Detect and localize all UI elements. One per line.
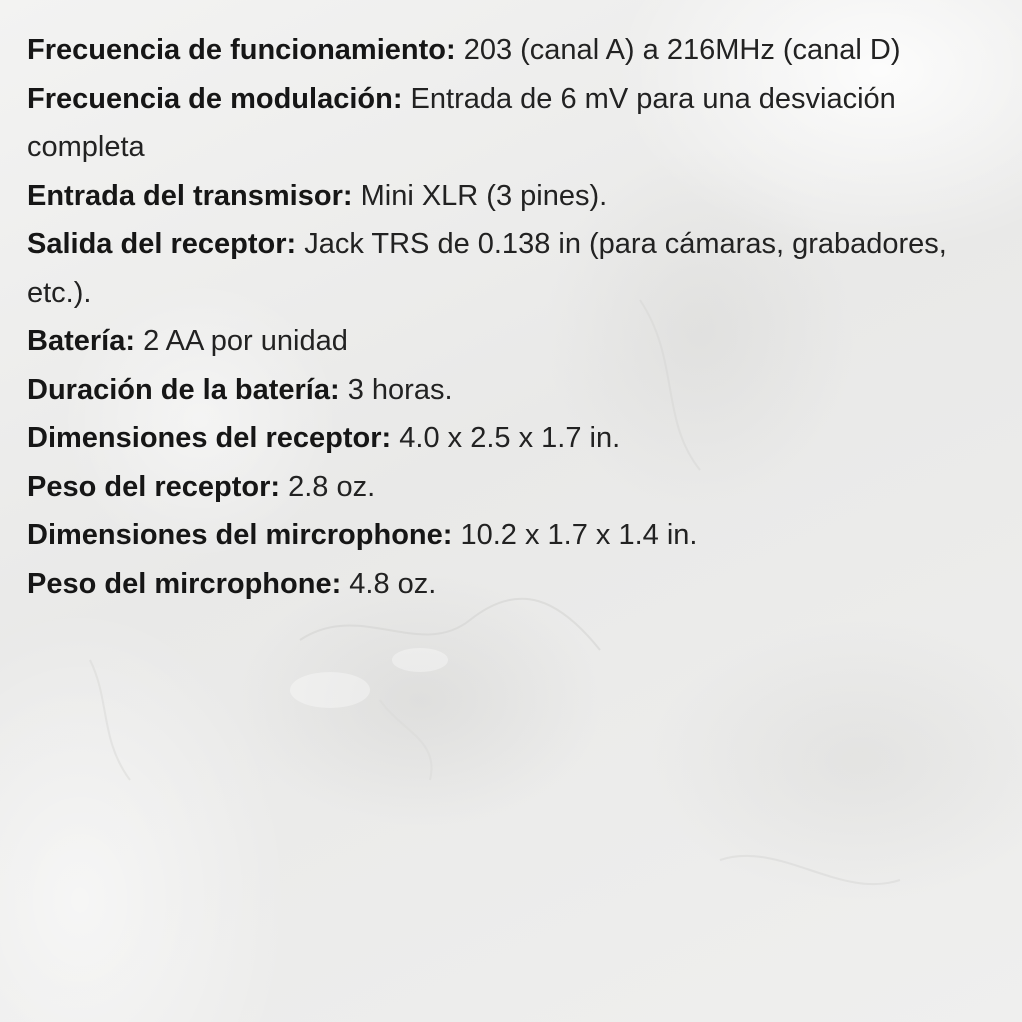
spec-value: 203 (canal A) a 216MHz (canal D) bbox=[463, 34, 901, 66]
spec-value: Mini XLR (3 pines). bbox=[360, 179, 608, 212]
spec-label: Frecuencia de funcionamiento: bbox=[27, 34, 456, 66]
spec-label: Entrada del transmisor: bbox=[27, 179, 353, 212]
spec-item-transmitter-input bbox=[27, 172, 957, 221]
spec-value: 2 AA por unidad bbox=[143, 325, 348, 357]
spec-value: 4.0 x 2.5 x 1.7 in. bbox=[399, 422, 621, 454]
spec-label: Salida del receptor: bbox=[27, 228, 297, 260]
spec-item-microphone-dimensions bbox=[27, 511, 957, 560]
spec-item-battery-life bbox=[27, 366, 957, 415]
spec-item-receiver-dimensions bbox=[27, 414, 957, 463]
spec-value: 3 horas. bbox=[347, 373, 453, 406]
spec-value: 4.8 oz. bbox=[349, 567, 437, 600]
spec-value: Entrada de 6 mV para una desviación completa bbox=[27, 82, 896, 163]
spec-label: Dimensiones del receptor: bbox=[27, 422, 392, 454]
spec-list bbox=[27, 26, 957, 608]
spec-label: Frecuencia de modulación: bbox=[27, 82, 403, 115]
spec-item-modulation-frequency bbox=[27, 75, 957, 172]
spec-item-battery bbox=[27, 317, 957, 366]
spec-item-receiver-weight bbox=[27, 463, 957, 512]
spec-label: Dimensiones del mircrophone: bbox=[27, 519, 453, 551]
spec-label: Peso del mircrophone: bbox=[27, 567, 342, 600]
spec-item-receiver-output bbox=[27, 220, 957, 317]
spec-value: 2.8 oz. bbox=[288, 470, 376, 503]
spec-label: Batería: bbox=[27, 325, 135, 357]
spec-value: Jack TRS de 0.138 in (para cámaras, grabadores, etc.). bbox=[27, 228, 947, 309]
spec-item-operating-frequency bbox=[27, 26, 957, 75]
spec-item-microphone-weight bbox=[27, 560, 957, 609]
spec-label: Duración de la batería: bbox=[27, 373, 340, 406]
spec-label: Peso del receptor: bbox=[27, 470, 281, 503]
spec-value: 10.2 x 1.7 x 1.4 in. bbox=[460, 519, 698, 551]
